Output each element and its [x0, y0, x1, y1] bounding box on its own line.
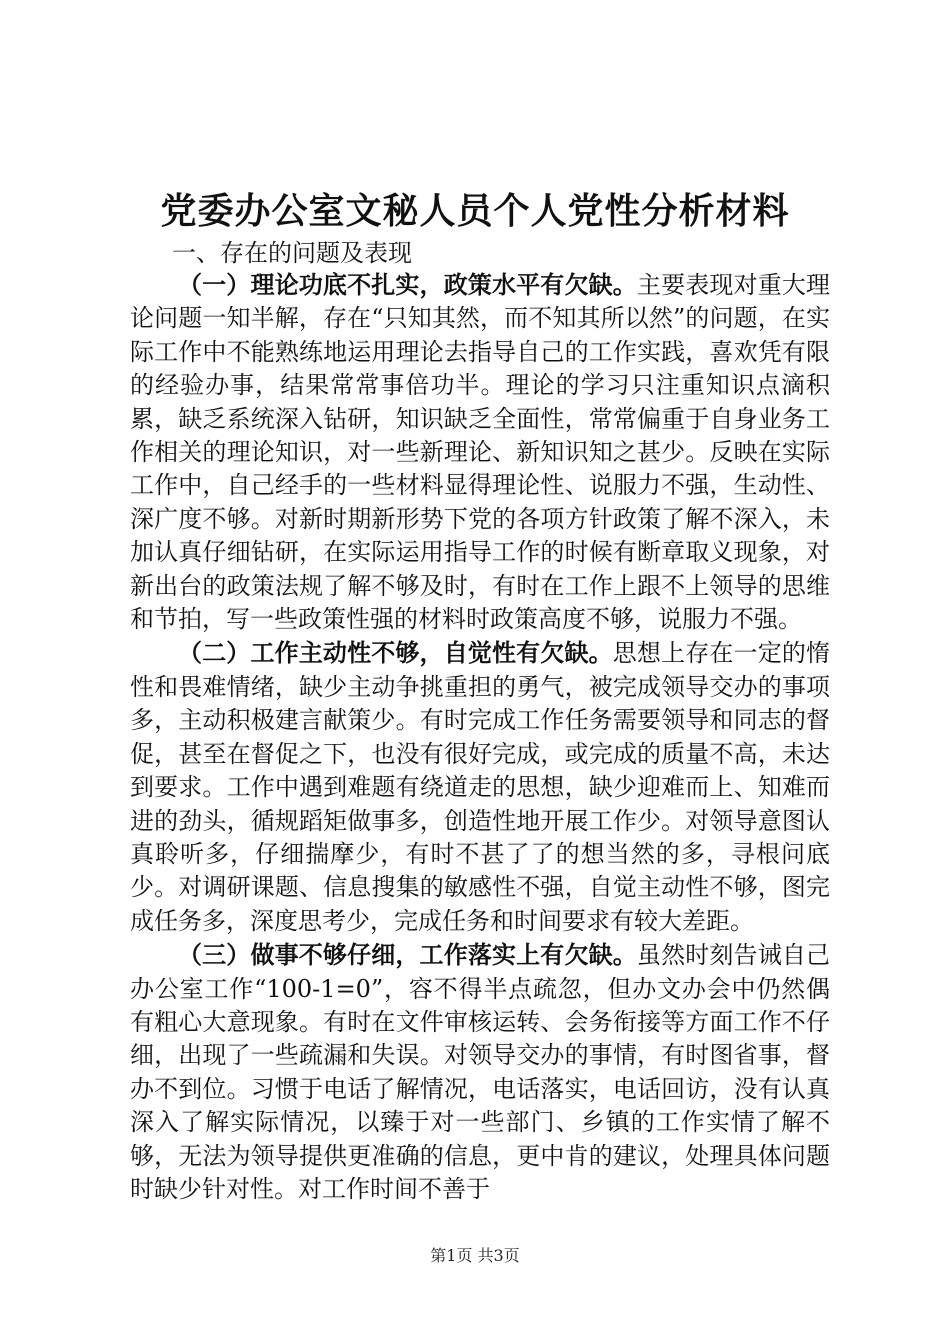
section-heading: 一、存在的问题及表现	[172, 239, 412, 267]
paragraph-1	[130, 268, 830, 636]
paragraph-2	[130, 636, 830, 938]
paragraph-1-text: 主要表现对重大理论问题一知半解，存在“只知其然，而不知其所以然”的问题，在实际工作中不能熟练地运用理论去指导自己的工作实践，喜欢凭有限的经验办事，结果常常事倍功半。理论的学习只注重知识点滴积累，缺乏系统深入钻研，知识缺乏全面性，常常偏重于自身业务工作相关的理论知识，对一些新理论、新知识知之甚少。反映在实际工作中，自己经手的一些材料显得理论性、说服力不强，生动性、深广度不够。对新时期新形势下党的各项方针政策了解不深入，未加认真仔细钻研，在实际运用指导工作的时候有断章取义现象，对新出台的政策法规了解不够及时，有时在工作上跟不上领导的思维和节拍，写一些政策性强的材料时政策高度不够，说服力不强。	[130, 271, 830, 634]
document-title: 党委办公室文秘人员个人党性分析材料	[160, 190, 790, 232]
paragraph-2-text: 思想上存在一定的惰性和畏难情绪，缺少主动争挑重担的勇气，被完成领导交办的事项多，主动积极建言献策少。有时完成工作任务需要领导和同志的督促，甚至在督促之下，也没有很好完成，或完成的质量不高，未达到要求。工作中遇到难题有绕道走的思想，缺少迎难而上、知难而进的劲头，循规蹈矩做事多，创造性地开展工作少。对领导意图认真聆听多，仔细揣摩少，有时不甚了了的想当然的多，寻根问底少。对调研课题、信息搜集的敏感性不强，自觉主动性不够，图完成任务多，深度思考少，完成任务和时间要求有较大差距。	[130, 639, 831, 935]
paragraph-2-lead: （二）工作主动性不够，自觉性有欠缺。	[178, 638, 613, 668]
paragraph-3-text: 虽然时刻告诫自己办公室工作“100-1=0”，容不得半点疏忽，但办文办会中仍然偶有粗心大意现象。有时在文件审核运转、会务衔接等方面工作不仔细，出现了一些疏漏和失误。对领导交办的事情，有时图省事，督办不到位。习惯于电话了解情况，电话落实，电话回访，没有认真深入了解实际情况，以臻于对一些部门、乡镇的工作实情了解不够，无法为领导提供更准确的信息，更中肯的建议，处理具体问题时缺少针对性。对工作时间不善于	[130, 941, 830, 1203]
paragraph-1-lead: （一）理论功底不扎实，政策水平有欠缺。	[178, 270, 637, 299]
page-number-footer: 第1页 共3页	[430, 1246, 520, 1265]
paragraph-3-lead: （三）做事不够仔细，工作落实上有欠缺。	[178, 940, 637, 970]
paragraph-3	[130, 938, 830, 1206]
document-body	[130, 268, 830, 1206]
